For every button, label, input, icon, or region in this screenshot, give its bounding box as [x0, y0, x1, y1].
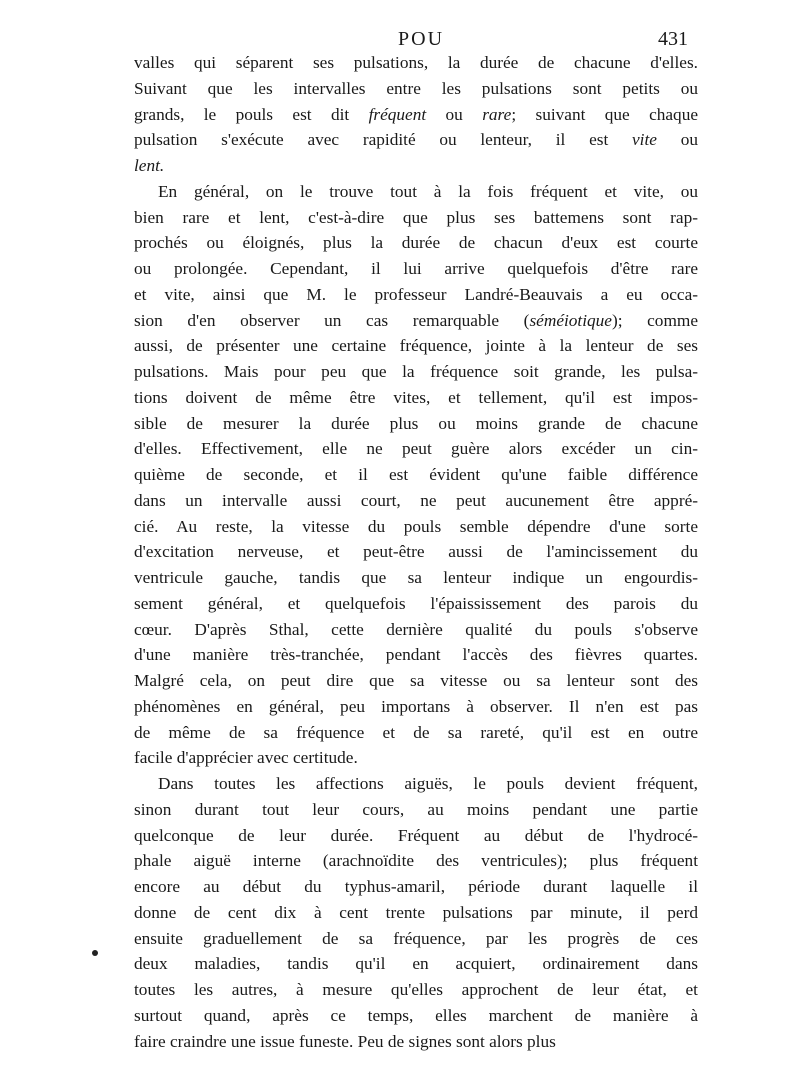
paragraph: [134, 771, 698, 1054]
margin-ink-dot: [92, 950, 98, 956]
text-line: quelconque de leur durée. Fréquent au début de l'hydrocé-: [134, 825, 698, 845]
text-line: grands, le pouls est dit fréquent ou rare; suivant que chaque: [134, 104, 699, 124]
text-line: encore au début du typhus-amaril, période durant laquelle il: [134, 877, 698, 896]
text-line: pulsations. Mais pour peu que la fréquence soit grande, les pulsa-: [134, 362, 698, 381]
text-line: sible de mesurer la durée plus ou moins grande de chacune: [134, 413, 698, 433]
text-line: deux maladies, tandis qu'il en acquiert, ordinairement dans: [134, 954, 698, 974]
text-line: bien rare et lent, c'est-à-dire que plus ses battemens sont rap-: [134, 207, 698, 227]
text-line: cié. Au reste, la vitesse du pouls semble dépendre d'une sorte: [134, 516, 698, 536]
text-line: En général, on le trouve tout à la fois fréquent et vite, ou: [158, 181, 698, 201]
text-line: tions doivent de même être vites, et tellement, qu'il est impos-: [134, 387, 698, 407]
text-line: cœur. D'après Sthal, cette dernière qualité du pouls s'observe: [134, 619, 698, 639]
text-line: ou prolongée. Cependant, il lui arrive quelquefois d'être rare: [134, 259, 698, 278]
text-line: toutes les autres, à mesure qu'elles approchent de leur état, et: [134, 980, 698, 999]
text-line: sion d'en observer un cas remarquable (séméiotique); comme: [134, 310, 699, 330]
text-line: quième de seconde, et il est évident qu'une faible différence: [134, 465, 698, 484]
body-text: [134, 50, 698, 1054]
text-line: facile d'apprécier avec certitude.: [134, 748, 358, 768]
text-line: d'une manière très-tranchée, pendant l'accès des fièvres quartes.: [134, 645, 698, 665]
paragraph: [134, 50, 698, 179]
text-line: aussi, de présenter une certaine fréquence, jointe à la lenteur de ses: [134, 336, 698, 356]
text-line: pulsation s'exécute avec rapidité ou lenteur, il est vite ou: [134, 130, 698, 150]
text-line: phénomènes en général, peu importans à observer. Il n'en est pas: [134, 696, 698, 716]
text-line: Dans toutes les affections aiguës, le pouls devient fréquent,: [158, 774, 698, 793]
text-line: phale aiguë interne (arachnoïdite des ventricules); plus fréquent: [134, 851, 698, 871]
text-line: lent.: [134, 156, 165, 175]
text-line: d'elles. Effectivement, elle ne peut guère alors excéder un cin-: [134, 439, 698, 459]
paragraph: [134, 179, 698, 771]
text-line: surtout quand, après ce temps, elles marchent de manière à: [134, 1005, 698, 1025]
text-line: et vite, ainsi que M. le professeur Landré-Beauvais a eu occa-: [134, 284, 698, 304]
text-line: prochés ou éloignés, plus la durée de chacun d'eux est courte: [134, 233, 698, 253]
text-line: valles qui séparent ses pulsations, la durée de chacune d'elles.: [134, 53, 698, 72]
text-line: sement général, et quelquefois l'épaississement des parois du: [134, 593, 698, 613]
text-line: ensuite graduellement de sa fréquence, par les progrès de ces: [134, 928, 698, 948]
text-line: Suivant que les intervalles entre les pulsations sont petits ou: [134, 78, 698, 98]
text-line: sinon durant tout leur cours, au moins pendant une partie: [134, 799, 698, 819]
text-line: faire craindre une issue funeste. Peu de signes sont alors plus: [134, 1031, 556, 1051]
text-line: Malgré cela, on peut dire que sa vitesse ou sa lenteur sont des: [134, 671, 698, 690]
text-line: d'excitation nerveuse, et peut-être aussi de l'amincissement du: [134, 542, 698, 562]
text-line: donne de cent dix à cent trente pulsations par minute, il perd: [134, 902, 698, 922]
text-line: de même de sa fréquence et de sa rareté, qu'il est en outre: [134, 722, 698, 742]
text-line: dans un intervalle aussi court, ne peut aucunement être appré-: [134, 490, 698, 510]
running-head-title: POU: [398, 28, 445, 50]
page-number: 431: [658, 28, 688, 50]
text-line: ventricule gauche, tandis que sa lenteur indique un engourdis-: [134, 568, 698, 587]
